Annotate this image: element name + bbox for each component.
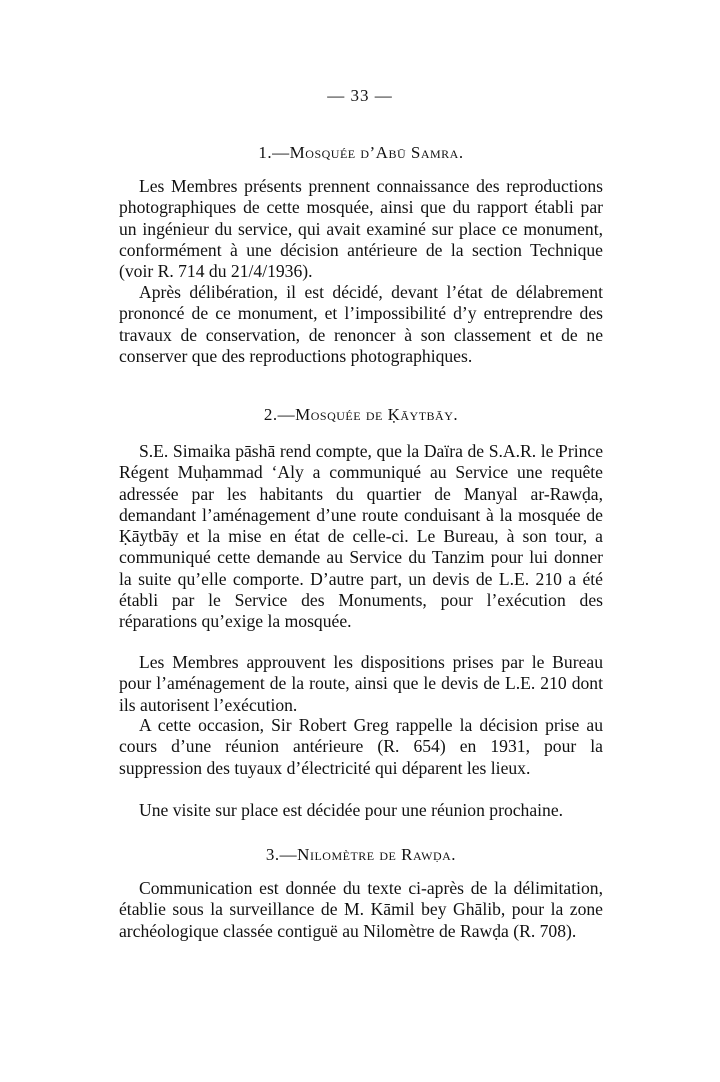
paragraph: Une visite sur place est décidée pour une réunion prochaine. (139, 800, 564, 820)
paragraph: Les Membres approuvent les dispositions prises par le Bureau pour l’aménagement de la route, ainsi que le devis de L.E. 210 dont ils autorisent l’exécution. (119, 652, 603, 715)
section-heading-1: 1.—Mosquée d’Abū Samra. (258, 143, 464, 162)
paragraph: A cette occasion, Sir Robert Greg rappelle la décision prise au cours d’une réunion antérieure (R. 654) en 1931, pour la suppression des tuyaux d’électricité qui déparent les lieux. (119, 715, 603, 778)
section-heading-3: 3.—Nilomètre de Rawḍa. (265, 845, 457, 864)
paragraph: Les Membres présents prennent connaissance des reproductions photographiques de cette mosquée, ainsi que du rapport établi par un ingénieur du service, qui avait examiné sur place ce monument, conformément à une décision antérieure de la section Technique (voir R. 714 du 21/4/1936). (119, 176, 603, 282)
page-number: — 33 — (327, 86, 393, 105)
paragraph: S.E. Simaika pāshā rend compte, que la Daïra de S.A.R. le Prince Régent Muḥammad ‘Aly a communiqué au Service une requête adressée par les habitants du quartier de Manyal ar-Rawḍa, demandant l’aménagement d’une route conduisant à la mosquée de Ḳāytbāy et la mise en état de celle-ci. Le Bureau, à son tour, a communiqué cette demande au Service du Tanzim pour lui donner la suite qu’elle comporte. D’autre part, un devis de L.E. 210 a été établi par le Service des Monuments, pour l’exécution des réparations qu’exige la mosquée. (119, 441, 603, 632)
paragraph: Communication est donnée du texte ci-après de la délimitation, établie sous la surveillance de M. Kāmil bey Ghālib, pour la zone archéologique classée contiguë au Nilomètre de Rawḍa (R. 708). (119, 878, 603, 941)
section-heading-2: 2.—Mosquée de Ḳāytbāy. (263, 405, 459, 424)
paragraph: Après délibération, il est décidé, devant l’état de délabrement prononcé de ce monument, et l’impossibilité d’y entreprendre des travaux de conservation, de renoncer à son classement et de ne conserver que des reproductions photographiques. (119, 282, 603, 366)
